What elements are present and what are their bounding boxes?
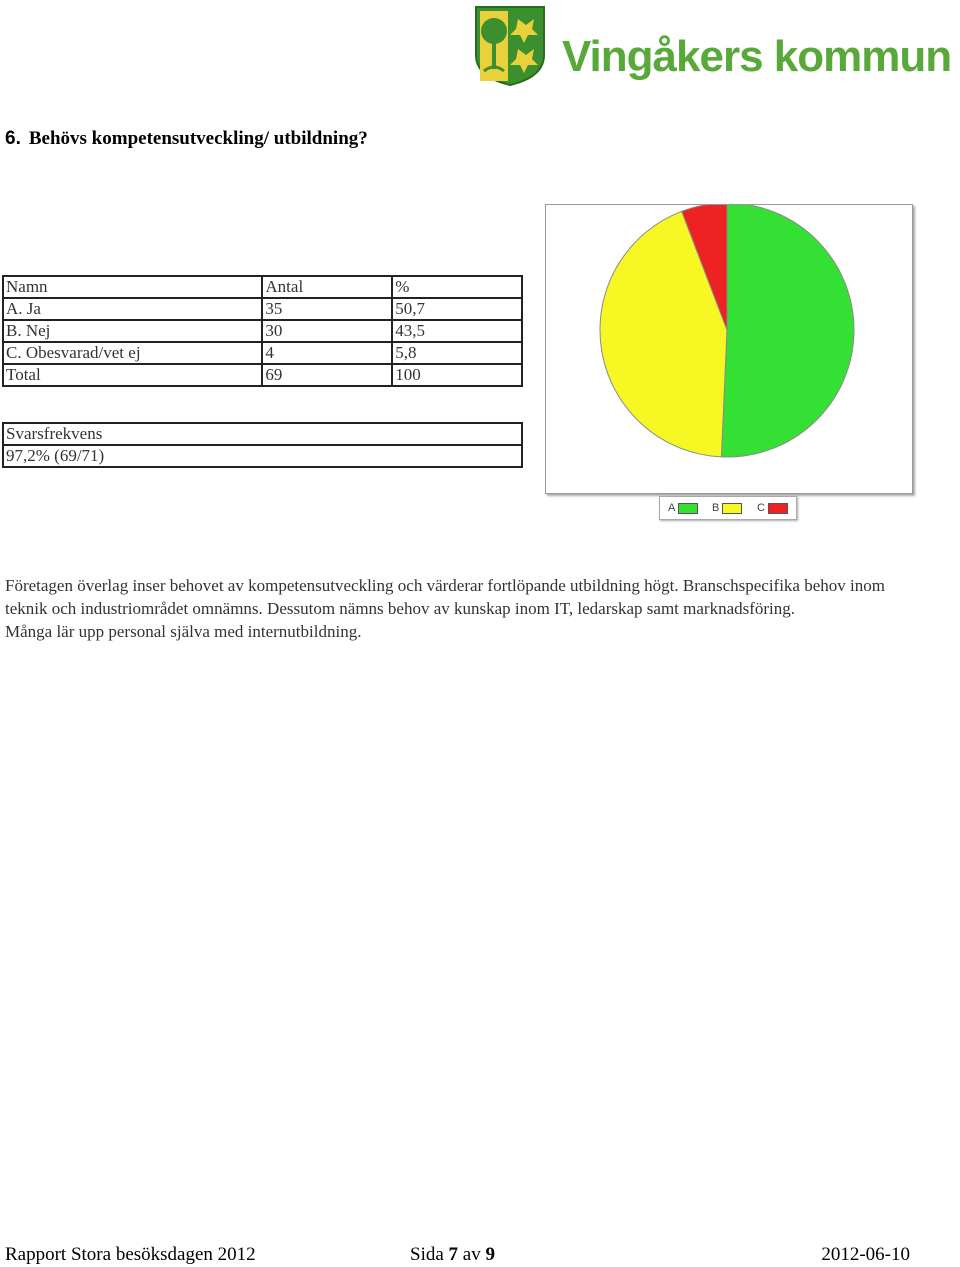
results-table [2,275,523,387]
legend-swatch [678,503,698,514]
page-total: 9 [485,1244,495,1265]
table-row [3,445,522,467]
pie-slice-a [721,205,854,457]
legend-label: C [757,502,765,514]
legend-label: B [712,502,720,514]
table-cell: 35 [262,298,392,320]
table-header-row [3,276,522,298]
section-heading [5,128,368,150]
page-number [410,1244,495,1266]
paragraph: Företagen överlag inser behovet av kompetensutveckling och värderar fortlöpande utbildning högt. Branschspecifika behov inom teknik och industriområdet omnämns. Dessutom nämns behov av kunskap inom IT, ledarskap samt marknadsföring. [5,576,885,618]
table-row [3,298,522,320]
chart-legend [659,496,797,520]
table-row [3,342,522,364]
table-row-total [3,364,522,386]
table-cell: A. Ja [3,298,262,320]
response-rate-value: 97,2% (69/71) [3,445,522,467]
pie-chart-frame [545,204,913,494]
legend-label: A [668,502,676,514]
page-of: av [462,1244,481,1265]
table-cell: C. Obesvarad/vet ej [3,342,262,364]
table-row [3,320,522,342]
table-cell: 4 [262,342,392,364]
legend-item-b [712,501,742,515]
response-rate-table [2,422,523,468]
table-cell: 43,5 [392,320,522,342]
paragraph: Många lär upp personal själva med internutbildning. [5,622,362,641]
legend-item-a [668,501,698,515]
org-name: Vingåkers kommun [562,32,952,81]
page-label: Sida [410,1244,444,1265]
table-cell: Total [3,364,262,386]
response-rate-label: Svarsfrekvens [3,423,522,445]
legend-swatch [768,503,788,514]
table-cell: 5,8 [392,342,522,364]
table-header-cell: % [392,276,522,298]
legend-item-c [757,501,788,515]
report-date: 2012-06-10 [821,1244,910,1265]
table-header-cell: Namn [3,276,262,298]
header-logo [474,5,960,87]
report-title: Rapport Stora besöksdagen 2012 [5,1244,256,1265]
table-cell: 50,7 [392,298,522,320]
table-header-cell: Antal [262,276,392,298]
legend-swatch [722,503,742,514]
table-row [3,423,522,445]
section-title: Behövs kompetensutveckling/ utbildning? [28,128,368,149]
body-text [5,574,925,643]
table-cell: 100 [392,364,522,386]
page-current: 7 [448,1244,459,1265]
table-cell: 69 [262,364,392,386]
pie-chart [546,205,912,493]
table-cell: 30 [262,320,392,342]
coat-of-arms-icon [474,5,546,87]
section-number: 6. [5,128,21,149]
table-cell: B. Nej [3,320,262,342]
